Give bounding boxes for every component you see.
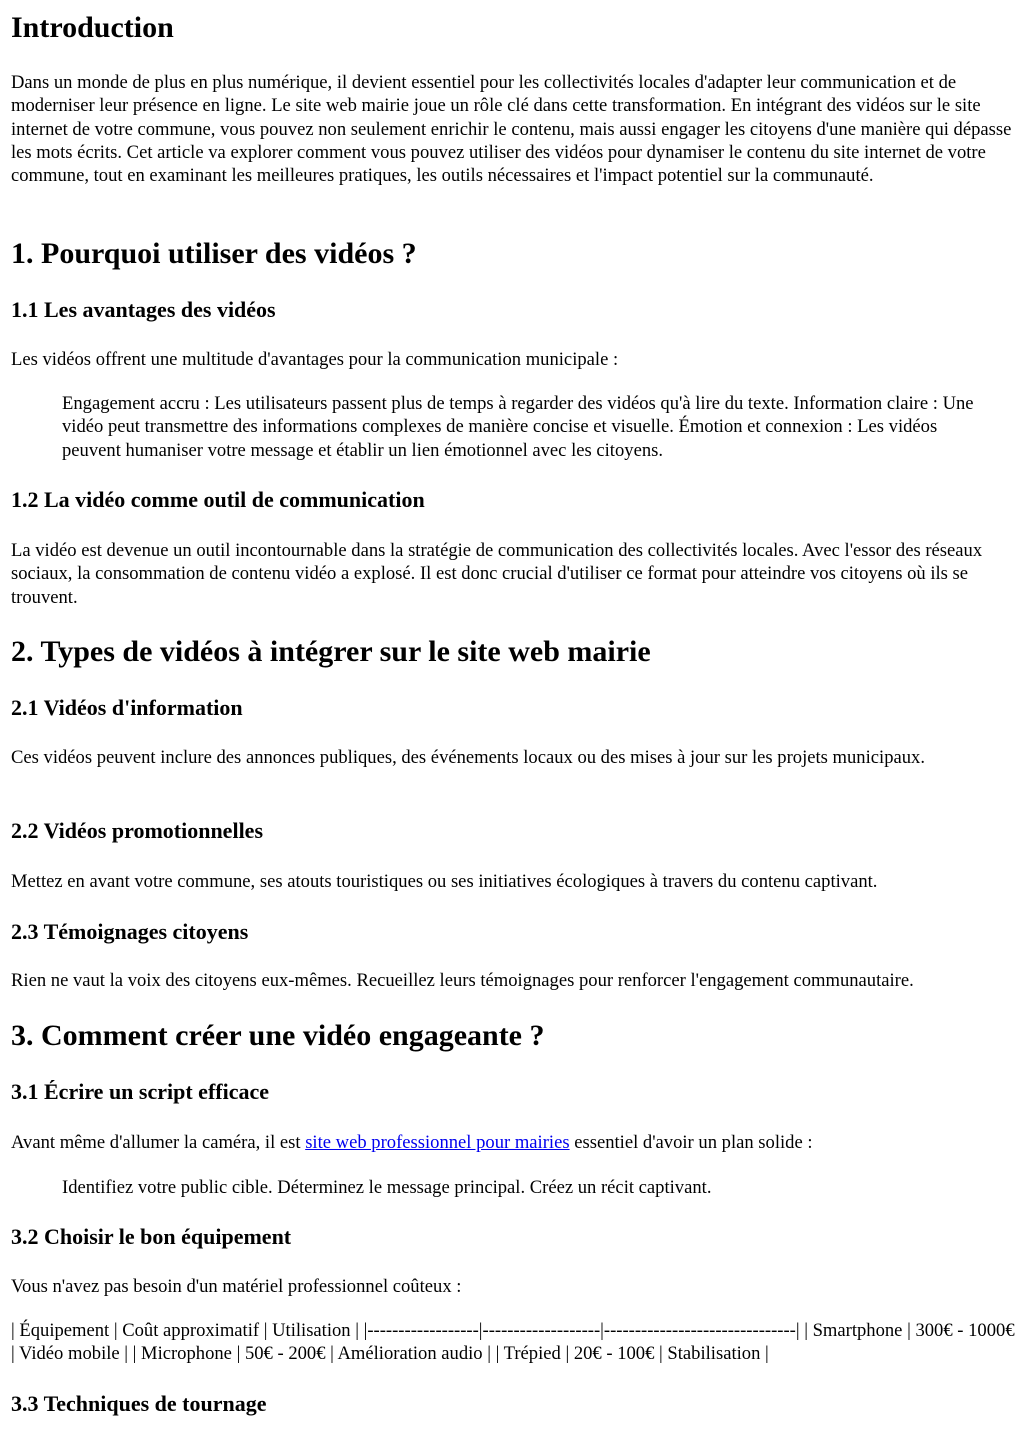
subsection-1-2-heading: 1.2 La vidéo comme outil de communication — [11, 487, 425, 512]
subsection-3-1-heading: 3.1 Écrire un script efficace — [11, 1079, 270, 1104]
subsection-3-2-heading: 3.2 Choisir le bon équipement — [11, 1224, 292, 1249]
subsection-2-3-heading: 2.3 Témoignages citoyens — [11, 919, 249, 944]
section-1-heading: 1. Pourquoi utiliser des vidéos ? — [11, 237, 417, 270]
intro-heading: Introduction — [11, 11, 174, 44]
section-2-heading: 2. Types de vidéos à intégrer sur le site web mairie — [11, 635, 651, 668]
subsection-3-3-heading: 3.3 Techniques de tournage — [11, 1391, 267, 1416]
equipment-table-raw-text: | Équipement | Coût approximatif | Utilisation | |------------------|-------------------|-------------------------------| | Smartphone | 300€ - 1000€ | Vidéo mobile | | Microphone | 50€ - 200€ | Amélioration audio | | Trépied | 20€ - 100€ | Stabilisation | — [11, 1320, 1015, 1365]
subsection-1-2-paragraph: La vidéo est devenue un outil incontournable dans la stratégie de communication des collectivités locales. Avec l'essor des réseaux sociaux, la consommation de contenu vidéo a explosé. Il est donc crucial d'utiliser ce format pour atteindre vos citoyens où ils se trouvent. — [11, 540, 983, 608]
subsection-3-2-paragraph: Vous n'avez pas besoin d'un matériel professionnel coûteux : — [11, 1276, 462, 1297]
subsection-1-1-heading: 1.1 Les avantages des vidéos — [11, 297, 276, 322]
subsection-2-1-paragraph: Ces vidéos peuvent inclure des annonces publiques, des événements locaux ou des mises à jour sur les projets municipaux. — [11, 747, 925, 768]
subsection-3-1-text-after: essentiel d'avoir un plan solide : — [569, 1132, 813, 1153]
subsection-3-1-paragraph — [11, 1131, 1017, 1154]
intro-paragraph: Dans un monde de plus en plus numérique, il devient essentiel pour les collectivités locales d'adapter leur communication et de moderniser leur présence en ligne. Le site web mairie joue un rôle clé dans cette transformation. En intégrant des vidéos sur le site internet de votre commune, vous pouvez non seulement enrichir le contenu, mais aussi engager les citoyens d'une manière qui dépasse les mots écrits. Cet article va explorer comment vous pouvez utiliser des vidéos pour dynamiser le contenu du site internet de votre commune, tout en examinant les meilleures pratiques, les outils nécessaires et l'impact potentiel sur la communauté. — [11, 72, 1012, 187]
section-3-heading: 3. Comment créer une vidéo engageante ? — [11, 1019, 545, 1052]
subsection-2-1-heading: 2.1 Vidéos d'information — [11, 695, 243, 720]
professional-website-link[interactable]: site web professionnel pour mairies — [305, 1132, 570, 1153]
subsection-3-1-text-before: Avant même d'allumer la caméra, il est — [11, 1132, 306, 1153]
subsection-2-2-heading: 2.2 Vidéos promotionnelles — [11, 818, 264, 843]
subsection-2-2-paragraph: Mettez en avant votre commune, ses atouts touristiques ou ses initiatives écologiques à travers du contenu captivant. — [11, 871, 878, 892]
subsection-2-3-paragraph: Rien ne vaut la voix des citoyens eux-mêmes. Recueillez leurs témoignages pour renforcer l'engagement communautaire. — [11, 970, 914, 991]
subsection-3-1-blockquote: Identifiez votre public cible. Déterminez le message principal. Créez un récit captivant. — [62, 1177, 712, 1198]
subsection-1-1-blockquote: Engagement accru : Les utilisateurs passent plus de temps à regarder des vidéos qu'à lire du texte. Information claire : Une vidéo peut transmettre des informations complexes de manière concise et visuelle. Émotion et connexion : Les vidéos peuvent humaniser votre message et établir un lien émotionnel avec les citoyens. — [62, 393, 974, 461]
subsection-1-1-paragraph: Les vidéos offrent une multitude d'avantages pour la communication municipale : — [11, 349, 619, 370]
